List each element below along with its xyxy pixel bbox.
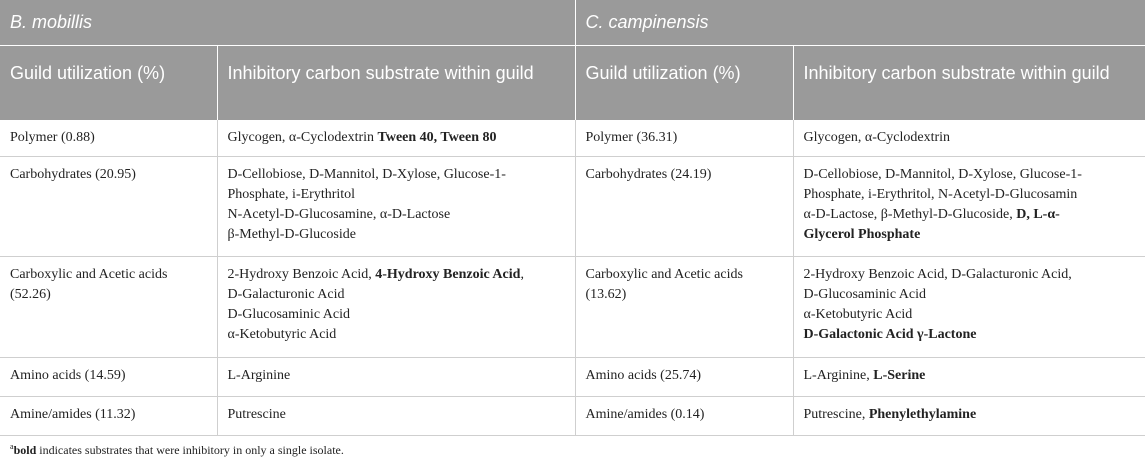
guild-cell-b: Carboxylic and Acetic acids (52.26): [0, 257, 217, 358]
substrate-line: [804, 225, 1138, 245]
guild-cell-b: Polymer (0.88): [0, 120, 217, 157]
substrate-line: [804, 405, 1138, 425]
substrate-bold-text: 4-Hydroxy Benzoic Acid: [375, 267, 521, 282]
substrate-text: 2-Hydroxy Benzoic Acid, D-Galacturonic Acid,: [803, 267, 1072, 282]
substrate-cell-c: [793, 397, 1145, 436]
substrate-cell-b: [217, 358, 575, 397]
substrate-line: [804, 128, 1138, 148]
substrate-line: [228, 205, 567, 225]
substrate-bold-text: Tween 40, Tween 80: [377, 129, 497, 145]
substrate-line: [228, 265, 567, 285]
guild-cell-c: Amine/amides (0.14): [575, 397, 793, 436]
substrate-bold-text: L-Serine: [873, 368, 926, 383]
col-header-guild-c: Guild utilization (%): [575, 46, 793, 120]
guild-cell-b: Amino acids (14.59): [0, 358, 217, 397]
substrate-line: [228, 325, 567, 345]
footnote-marker: a: [10, 442, 14, 451]
table-footnote: [10, 442, 344, 458]
substrate-line: [804, 366, 1138, 386]
substrate-text: Phosphate, i-Erythritol, N-Acetyl-D-Glucosamin: [803, 187, 1078, 202]
species-header-row: [0, 0, 1145, 46]
guild-cell-c: Polymer (36.31): [575, 120, 793, 157]
substrate-line: [804, 265, 1138, 285]
column-header-row: [0, 46, 1145, 120]
substrate-line: [228, 165, 567, 185]
substrate-text: 2-Hydroxy Benzoic Acid,: [227, 267, 376, 282]
footnote-text: indicates substrates that were inhibitory in only a single isolate.: [36, 443, 344, 457]
substrate-line: [228, 128, 567, 148]
substrate-bold-text: Phenylethylamine: [868, 407, 977, 422]
substrate-line: [228, 305, 567, 325]
substrate-cell-c: [793, 358, 1145, 397]
col-header-substrate-b: Inhibitory carbon substrate within guild: [217, 46, 575, 120]
species-c-campinensis: C. campinensis: [575, 0, 1145, 46]
substrate-text: α-D-Lactose, β-Methyl-D-Glucoside,: [803, 207, 1017, 222]
substrate-bold-text: Glycerol Phosphate: [803, 227, 921, 242]
substrate-text: L-Arginine,: [803, 368, 874, 383]
substrate-cell-b: [217, 120, 575, 157]
substrate-cell-c: [793, 120, 1145, 157]
substrate-text: D-Cellobiose, D-Mannitol, D-Xylose, Glucose-1-: [227, 167, 506, 182]
substrate-line: [804, 285, 1138, 305]
substrate-text: ,: [520, 267, 524, 282]
substrate-text: Putrescine: [227, 407, 286, 422]
substrate-text: D-Glucosaminic Acid: [803, 287, 926, 302]
table-row: [0, 358, 1145, 397]
table-row: [0, 257, 1145, 358]
substrate-text: L-Arginine: [227, 368, 291, 383]
substrate-text: α-Ketobutyric Acid: [227, 327, 337, 342]
footnote-bold-word: bold: [13, 443, 37, 457]
guild-cell-b: Amine/amides (11.32): [0, 397, 217, 436]
substrate-line: [804, 185, 1138, 205]
substrate-text: D-Glucosaminic Acid: [227, 307, 350, 322]
substrate-cell-b: [217, 257, 575, 358]
substrate-cell-c: [793, 157, 1145, 257]
guild-cell-b: Carbohydrates (20.95): [0, 157, 217, 257]
substrate-line: [228, 225, 567, 245]
substrate-cell-b: [217, 397, 575, 436]
substrate-line: [804, 165, 1138, 185]
substrate-text: D-Cellobiose, D-Mannitol, D-Xylose, Glucose-1-: [803, 167, 1082, 182]
species-b-mobillis: B. mobillis: [0, 0, 575, 46]
substrate-bold-text: D-Galactonic Acid γ-Lactone: [803, 327, 977, 342]
substrate-line: [228, 285, 567, 305]
guild-cell-c: Carbohydrates (24.19): [575, 157, 793, 257]
substrate-line: [228, 185, 567, 205]
substrate-text: D-Galacturonic Acid: [227, 287, 345, 302]
substrate-line: [804, 205, 1138, 225]
col-header-guild-b: Guild utilization (%): [0, 46, 217, 120]
substrate-line: [804, 325, 1138, 345]
substrate-line: [228, 405, 567, 425]
substrate-bold-text: D, L-α-: [1016, 207, 1060, 222]
table-row: [0, 120, 1145, 157]
col-header-substrate-c: Inhibitory carbon substrate within guild: [793, 46, 1145, 120]
substrate-cell-b: [217, 157, 575, 257]
table-row: [0, 157, 1145, 257]
substrate-text: N-Acetyl-D-Glucosamine, α-D-Lactose: [227, 207, 451, 222]
substrate-text: Glycogen, α-Cyclodextrin: [803, 129, 951, 145]
table-row: [0, 397, 1145, 436]
substrate-text: Glycogen, α-Cyclodextrin: [227, 129, 378, 145]
guild-cell-c: Amino acids (25.74): [575, 358, 793, 397]
substrate-text: Phosphate, i-Erythritol: [227, 187, 356, 202]
substrate-line: [804, 305, 1138, 325]
substrate-cell-c: [793, 257, 1145, 358]
guild-cell-c: Carboxylic and Acetic acids (13.62): [575, 257, 793, 358]
substrate-text: α-Ketobutyric Acid: [803, 307, 913, 322]
substrate-text: Putrescine,: [803, 407, 869, 422]
substrate-text: β-Methyl-D-Glucoside: [227, 227, 356, 242]
substrate-line: [228, 366, 567, 386]
